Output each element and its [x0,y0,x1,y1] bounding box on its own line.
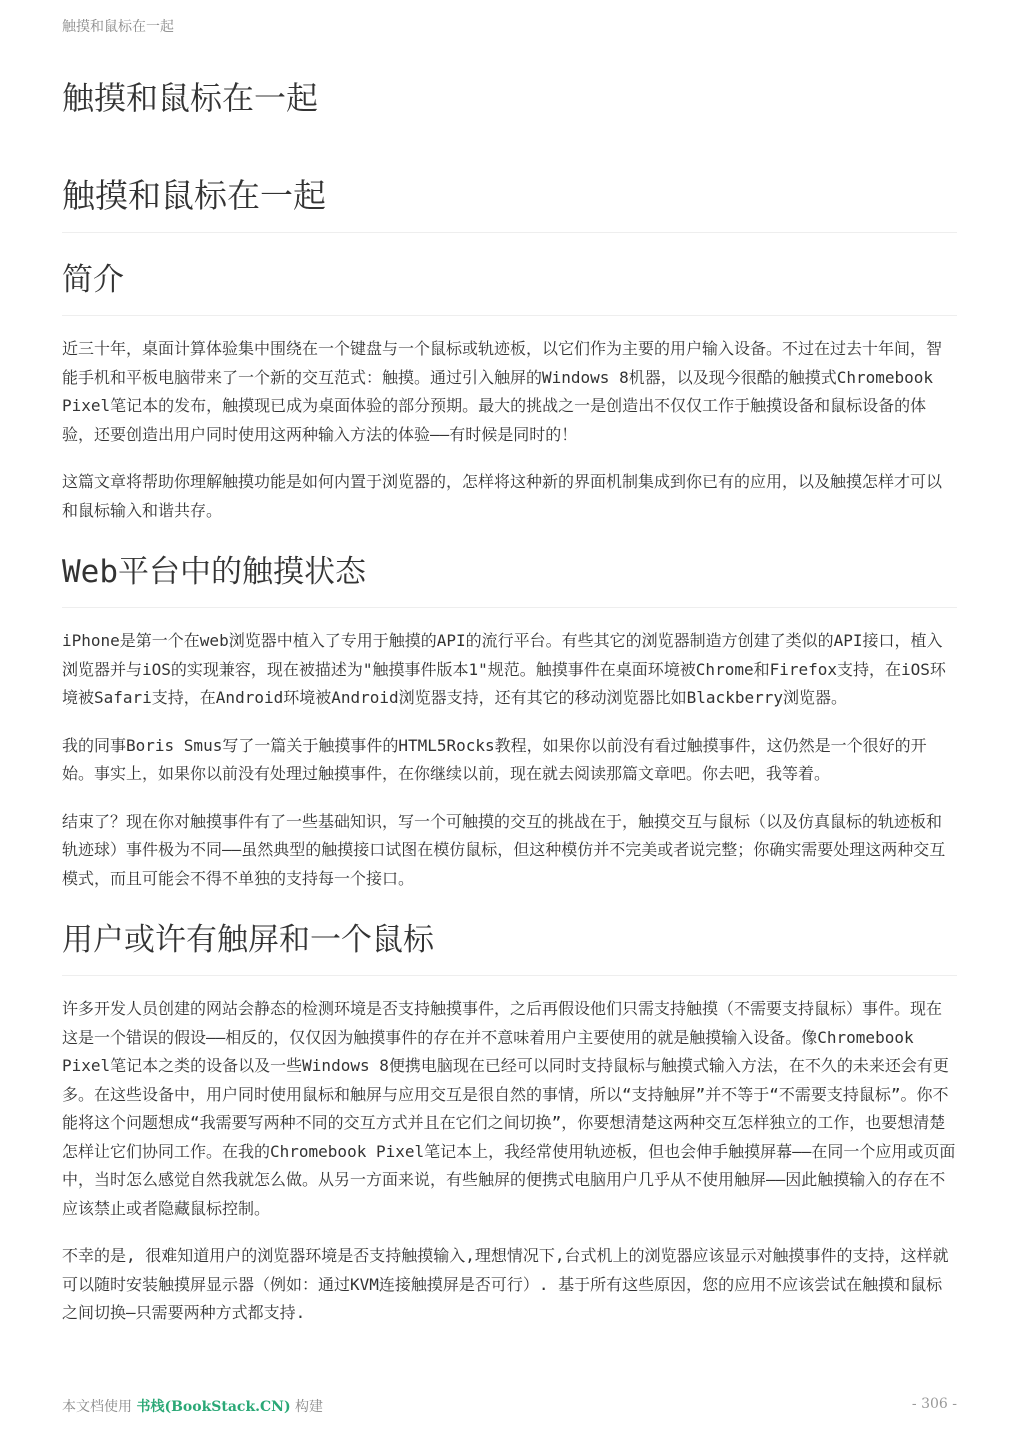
paragraph: 不幸的是, 很难知道用户的浏览器环境是否支持触摸输入,理想情况下,台式机上的浏览器应该显示对触摸事件的支持，这样就可以随时安装触摸屏显示器（例如：通过KVM连接触摸屏是否可行）. 基于所有这些原因，您的应用不应该尝试在触摸和鼠标之间切换—只需要两种方式都支持. [62,1246,949,1322]
footer-suffix: 构建 [290,1399,324,1415]
paragraph: 近三十年，桌面计算体验集中围绕在一个键盘与一个鼠标或轨迹板，以它们作为主要的用户输入设备。不过在过去十年间，智能手机和平板电脑带来了一个新的交互范式：触摸。通过引入触屏的Windows 8机器，以及现今很酷的触摸式Chromebook Pixel笔记本的发布，触摸现已成为桌面体验的部分预期。最大的挑战之一是创造出不仅仅工作于触摸设备和鼠标设备的体验，还要创造出用户同时使用这两种输入方法的体验——有时候是同时的！ [62,339,943,444]
section-heading-touch-and-mouse: 用户或许有触屏和一个鼠标 [62,917,957,976]
document-body [62,74,957,1328]
paragraph: 这篇文章将帮助你理解触摸功能是如何内置于浏览器的，怎样将这种新的界面机制集成到你已有的应用，以及触摸怎样才可以和鼠标输入和谐共存。 [62,472,943,520]
paragraph: 结束了？现在你对触摸事件有了一些基础知识，写一个可触摸的交互的挑战在于，触摸交互与鼠标（以及仿真鼠标的轨迹板和轨迹球）事件极为不同——虽然典型的触摸接口试图在模仿鼠标，但这种模仿并不完美或者说完整；你确实需要处理这两种交互模式，而且可能会不得不单独的支持每一个接口。 [62,811,946,888]
section-heading-web-touch-state: Web平台中的触摸状态 [62,549,957,608]
footer-credit [62,1396,323,1416]
footer-prefix: 本文档使用 [62,1399,137,1415]
running-header: 触摸和鼠标在一起 [62,19,174,35]
section-heading-intro: 简介 [62,257,957,316]
book-title: 触摸和鼠标在一起 [62,79,319,117]
bookstack-link[interactable]: 书栈(BookStack.CN) [136,1399,291,1415]
paragraph: 许多开发人员创建的网站会静态的检测环境是否支持触摸事件，之后再假设他们只需支持触摸（不需要支持鼠标）事件。现在这是一个错误的假设——相反的，仅仅因为触摸事件的存在并不意味着用户主要使用的就是触摸输入设备。像Chromebook Pixel笔记本之类的设备以及一些Windows 8便携电脑现在已经可以同时支持鼠标与触摸式输入方法，在不久的未来还会有更多。在这些设备中，用户同时使用鼠标和触屏与应用交互是很自然的事情，所以“支持触屏”并不等于“不需要支持鼠标”。你不能将这个问题想成“我需要写两种不同的交互方式并且在它们之间切换”，你要想清楚这两种交互怎样独立的工作，也要想清楚怎样让它们协同工作。在我的Chromebook Pixel笔记本上，我经常使用轨迹板，但也会伸手触摸屏幕——在同一个应用或页面中，当时怎么感觉自然我就怎么做。从另一方面来说，有些触屏的便携式电脑用户几乎从不使用触屏——因此触摸输入的存在不应该禁止或者隐藏鼠标控制。 [62,999,956,1218]
chapter-title: 触摸和鼠标在一起 [62,174,957,233]
page-number: - 306 - [911,1396,957,1412]
paragraph: iPhone是第一个在web浏览器中植入了专用于触摸的API的流行平台。有些其它的浏览器制造方创建了类似的API接口，植入浏览器并与iOS的实现兼容，现在被描述为"触摸事件版本1"规范。触摸事件在桌面环境被Chrome和Firefox支持，在iOS环境被Safari支持，在Android环境被Android浏览器支持，还有其它的移动浏览器比如Blackberry浏览器。 [62,631,946,707]
paragraph: 我的同事Boris Smus写了一篇关于触摸事件的HTML5Rocks教程，如果你以前没有看过触摸事件，这仍然是一个很好的开始。事实上，如果你以前没有处理过触摸事件，在你继续以前，现在就去阅读那篇文章吧。你去吧，我等着。 [62,735,927,783]
